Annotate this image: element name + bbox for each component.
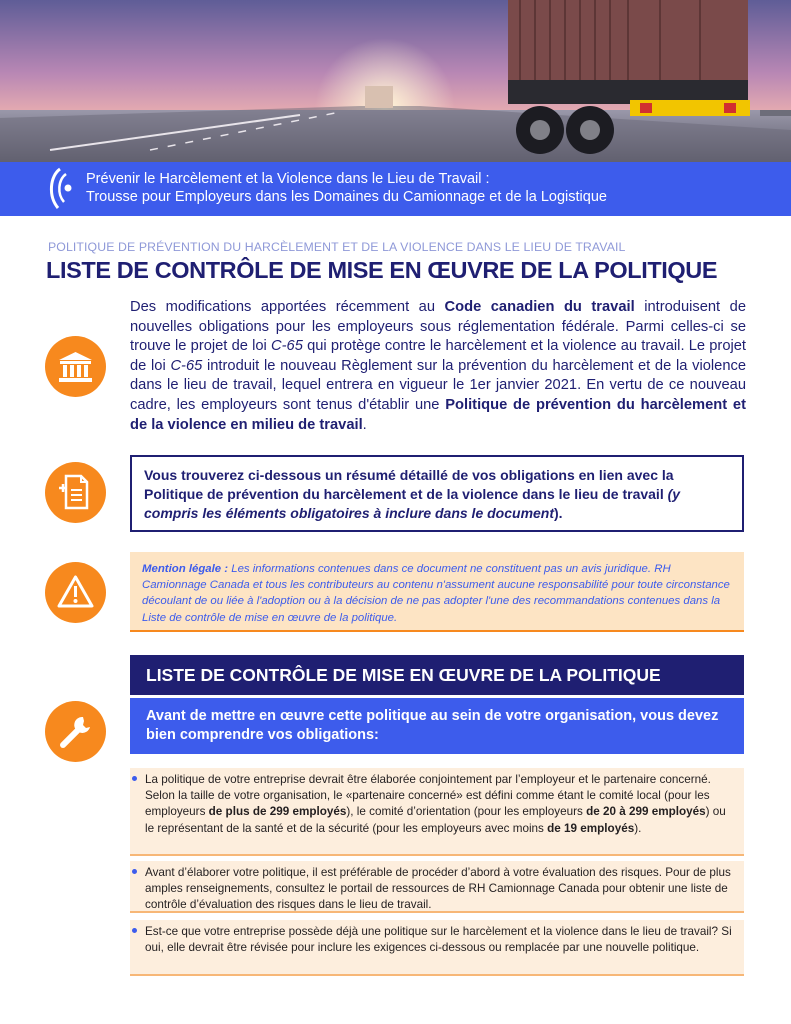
wrench-icon: [45, 701, 106, 762]
document-icon: [45, 462, 106, 523]
summary-box: Vous trouverez ci-dessous un résumé détaillé de vos obligations en lien avec la Politique de prévention du harcèlement et de la violence dans le lieu de travail (y compris les éléments obligatoires à inclure dans le document).: [130, 455, 744, 532]
page-title: LISTE DE CONTRÔLE DE MISE EN ŒUVRE DE LA POLITIQUE: [46, 257, 718, 283]
list-item: La politique de votre entreprise devrait être élaborée conjointement par l’employeur et le partenaire concerné. Selon la taille de votre organisation, le «partenaire concerné» est défini comme étant le comité local (pour les employeurs de plus de 299 employés), le comité d’orientation (pour les employeurs de 20 à 299 employés) ou le représentant de la santé et de la sécurité (pour les employeurs avec moins de 19 employés).: [130, 768, 744, 856]
hero-image: [0, 0, 791, 162]
list-item: Avant d’élaborer votre politique, il est préférable de procéder d’abord à votre évaluation des risques. Pour de plus amples renseignements, consultez le portail de ressources de RH Camionnage Canada pour obtenir une liste de contrôle d’évaluation des risques dans le lieu de travail.: [130, 861, 744, 913]
logo-icon: [46, 166, 76, 212]
checklist-subtitle: Avant de mettre en œuvre cette politique au sein de votre organisation, vous devez bien comprendre vos obligations:: [130, 698, 744, 754]
header-line-1: Prévenir le Harcèlement et la Violence dans le Lieu de Travail :: [86, 171, 490, 187]
header-line-2: Trousse pour Employeurs dans les Domaines du Camionnage et de la Logistique: [86, 189, 607, 205]
bullet-icon: [132, 869, 137, 874]
page-kicker: POLITIQUE DE PRÉVENTION DU HARCÈLEMENT ET DE LA VIOLENCE DANS LE LIEU DE TRAVAIL: [48, 240, 626, 254]
header-banner: [0, 162, 791, 216]
building-icon: [45, 336, 106, 397]
list-item: Est-ce que votre entreprise possède déjà une politique sur le harcèlement et la violence dans le lieu de travail? Si oui, elle devrait être révisée pour inclure les exigences ci-dessous ou remplacée par une nouvelle politique.: [130, 920, 744, 976]
warning-icon: [45, 562, 106, 623]
bullet-icon: [132, 776, 137, 781]
checklist-title: LISTE DE CONTRÔLE DE MISE EN ŒUVRE DE LA POLITIQUE: [130, 655, 744, 695]
bullet-icon: [132, 928, 137, 933]
intro-paragraph: Des modifications apportées récemment au Code canadien du travail introduisent de nouvelles obligations pour les employeurs sous réglementation fédérale. Parmi celles-ci se trouve le projet de loi C-65 qui protège contre le harcèlement et la violence au travail. Le projet de loi C-65 introduit le nouveau Règlement sur la prévention du harcèlement et de la violence dans le lieu de travail, lequel entrera en vigueur le 1er janvier 2021. En vertu de ce nouveau cadre, les employeurs sont tenus d'établir une Politique de prévention du harcèlement et de la violence en milieu de travail.: [130, 299, 747, 433]
legal-notice: Mention légale : Les informations contenues dans ce document ne constituent pas un avis juridique. RH Camionnage Canada et tous les contributeurs au contenu n'assument aucune responsabilité pour toute circonstance découlant de ou liée à l'adoption ou à la décision de ne pas adopter l'une des recommandations contenues dans la Liste de contrôle de mise en œuvre de la politique.: [130, 552, 744, 632]
